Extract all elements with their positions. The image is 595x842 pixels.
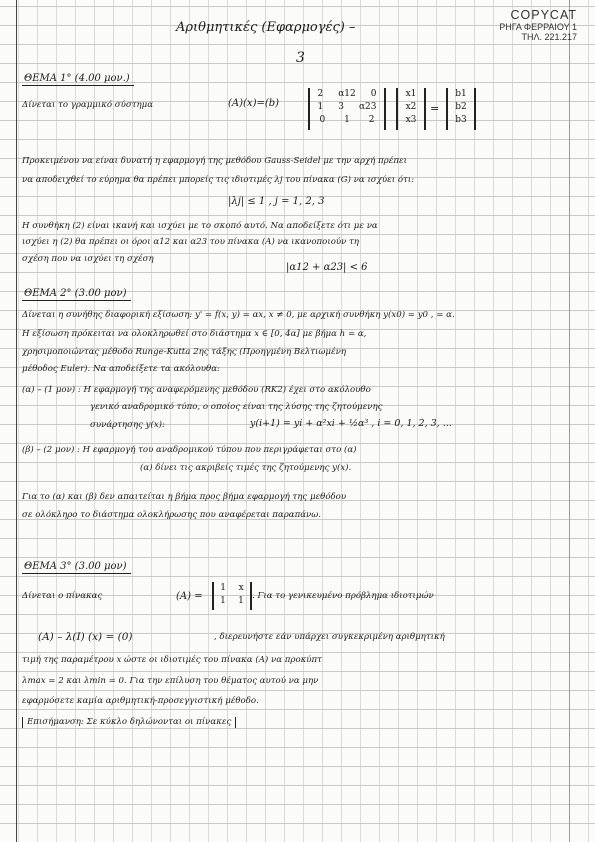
topic1-intro: Δίνεται το γραμμικό σύστημα (22, 100, 154, 110)
page-title: Αριθμητικές (Εφαρμογές) – (176, 20, 356, 35)
topic3-body-2: τιμή της παραμέτρου x ώστε οι ιδιοτιμές του πίνακα (A) να προκύπτ (22, 655, 322, 665)
matrix-A: 2 α12 0 1 3 α23 0 1 2 (308, 88, 386, 130)
topic1-condition-1: |λj| ≤ 1 , j = 1, 2, 3 (228, 196, 325, 207)
topic1-system-lhs: (A)(x)=(b) (228, 98, 280, 109)
topic2-body-3: χρησιμοποιώντας μέθοδο Runge-Kutta 2ης τάξης (Προηγμένη Βελτιωμένη (22, 347, 346, 357)
topic2-part-a-3: συνάρτησης y(x): (90, 420, 165, 430)
topic2-body-4: μέθοδος Euler). Να αποδείξετε τα ακόλουθα: (22, 364, 220, 374)
equals-sign: = (430, 102, 440, 115)
topic1-body-1: Προκειμένου να είναι δυνατή η εφαρμογή της μεθόδου Gauss-Seidel με την αρχή πρέπει (22, 156, 407, 166)
topic3-eigen-equation: (A) – λ(I) (x) = (0) (38, 631, 133, 643)
topic3-body-3: λmax = 2 και λmin = 0. Για την επίλυση του θέματος αυτού να μην (22, 676, 319, 686)
stamp-phone: ΤΗΛ. 221.217 (521, 32, 577, 42)
topic1-body-2: να αποδειχθεί το εύρημα θα πρέπει μπορείς τις ιδιοτιμές λj του πίνακα (G) να ισχύει ότι: (22, 175, 415, 185)
topic3-matrix: 1 x 1 1 (212, 582, 252, 610)
topic3-body-4: εφαρμόσετε καμία αριθμητική-προσεγγιστική μέθοδο. (22, 696, 259, 706)
copy-shop-stamp (499, 8, 577, 42)
topic3-matrix-label: (A) = (176, 591, 203, 602)
topic2-body-1: Δίνεται η συνήθης διαφορική εξίσωση: y' = f(x, y) = αx, x ≠ 0, με αρχική συνθήκη y(x0) = y0 , = α. (22, 310, 455, 320)
topic2-part-a-1: (α) – (1 μον) : Η εφαρμογή της αναφερόμενης μεθόδου (RK2) έχει στο ακόλουθο (22, 385, 371, 395)
stamp-address: ΡΗΓΑ ΦΕΡΡΑΙΟΥ 1 (499, 22, 577, 32)
topic2-body-2: Η εξίσωση πρόκειται να ολοκληρωθεί στο διάστημα x ∈ [0, 4α] με βήμα h = α, (22, 329, 367, 339)
topic1-body2-3: σχέση που να ισχύει τη σχέση (22, 254, 154, 264)
margin-line (16, 0, 17, 842)
topic2-heading: ΘΕΜΑ 2° (3.00 μον) (22, 288, 131, 301)
topic3-remark-box: Επισήμανση: Σε κύκλο δηλώνονται οι πίνακες (22, 717, 236, 728)
topic2-part-b-2: (α) δίνει τις ακριβείς τιμές της ζητούμενης y(x). (140, 463, 352, 473)
topic3-body-1: , διερευνήστε εάν υπάρχει συγκεκριμένη αριθμητική (214, 632, 445, 642)
topic1-heading: ΘΕΜΑ 1° (4.00 μον.) (22, 73, 134, 86)
topic3-intro-tail: . Για το γενικευμένο πρόβλημα ιδιοτιμών (252, 591, 434, 601)
topic2-part-a-2: γενικό αναδρομικό τύπο, ο οποίος είναι της λύσης της ζητούμενης (90, 402, 383, 412)
topic1-condition-2: |α12 + α23| < 6 (286, 262, 368, 273)
topic2-note-1: Για το (α) και (β) δεν απαιτείται η βήμα προς βήμα εφαρμογή της μεθόδου (22, 492, 347, 502)
topic3-heading: ΘΕΜΑ 3° (3.00 μον) (22, 561, 131, 574)
vector-b: b1 b2 b3 (446, 88, 476, 130)
topic1-body2-1: Η συνθήκη (2) είναι ικανή και ισχύει με το σκοπό αυτό. Να αποδείξετε ότι με να (22, 221, 378, 231)
topic2-note-2: σε ολόκληρο το διάστημα ολοκλήρωσης που αναφέρεται παραπάνω. (22, 510, 322, 520)
page-number: 3 (296, 50, 305, 66)
vector-x: x1 x2 x3 (396, 88, 426, 130)
topic3-intro: Δίνεται ο πίνακας (22, 591, 103, 601)
topic1-body2-2: ισχύει η (2) θα πρέπει οι όροι α12 και α23 του πίνακα (A) να ικανοποιούν τη (22, 237, 359, 247)
topic3-remark (22, 717, 236, 728)
topic2-part-b-1: (β) – (2 μον) : Η εφαρμογή του αναδρομικού τύπου που περιγράφεται στο (α) (22, 445, 357, 455)
margin-line-right (569, 0, 570, 842)
stamp-brand: COPYCAT (510, 8, 577, 22)
topic2-recurrence-formula: y(i+1) = yi + α²xi + ½α³ , i = 0, 1, 2, 3, ... (250, 418, 452, 429)
